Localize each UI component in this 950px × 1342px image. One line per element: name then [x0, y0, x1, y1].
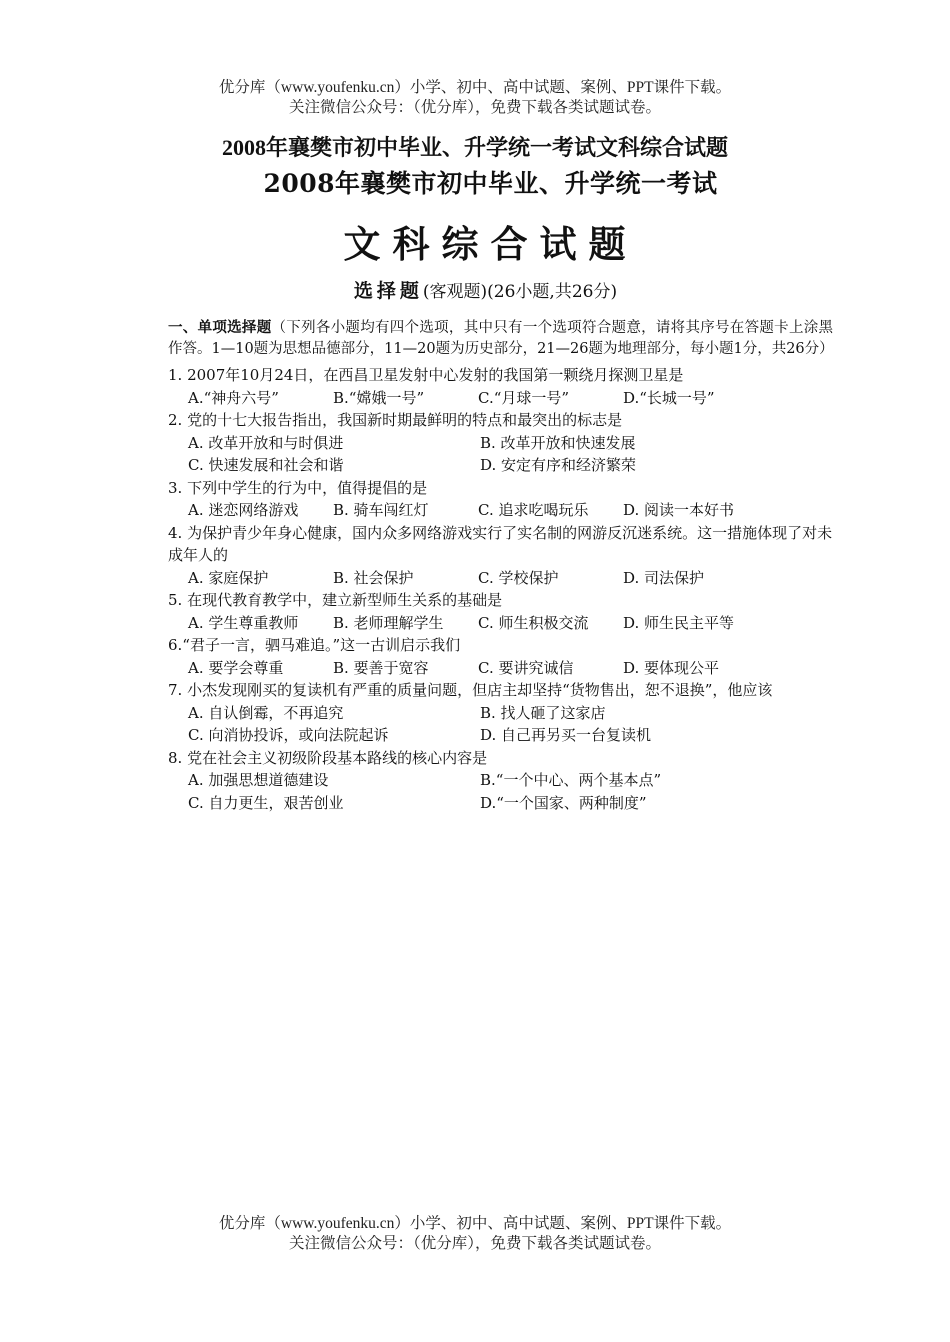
option-a: A. 家庭保护	[188, 568, 269, 587]
document-title: 2008年襄樊市初中毕业、升学统一考试文科综合试题	[221, 135, 728, 160]
option-c: C. 追求吃喝玩乐	[478, 501, 589, 519]
question-7	[168, 679, 833, 747]
exam-title: 2008年襄樊市初中毕业、升学统一考试	[263, 169, 718, 198]
option-d: D. 阅读一本好书	[623, 501, 735, 519]
section-heading-detail: (客观题)(26小题,共26分)	[422, 282, 618, 302]
option-d: D. 司法保护	[623, 568, 705, 587]
option-a: A. 改革开放和与时俱进	[188, 433, 344, 452]
footer-line-1: 优分库（www.youfenku.cn）小学、初中、高中试题、案例、PPT课件下载。	[218, 1215, 732, 1232]
question-5	[168, 589, 833, 634]
header-line-1: 优分库（www.youfenku.cn）小学、初中、高中试题、案例、PPT课件下载。	[218, 79, 732, 96]
question-stem: 3. 下列中学生的行为中，值得提倡的是	[168, 478, 428, 497]
question-stem: 7. 小杰发现刚买的复读机有严重的质量问题，但店主却坚持“货物售出，恕不退换”，他应该	[168, 681, 773, 699]
option-b: B.“嫦娥一号”	[333, 388, 425, 407]
option-c: C. 师生积极交流	[478, 613, 589, 632]
option-a: A. 迷恋网络游戏	[188, 501, 299, 519]
header-line-2: 关注微信公众号：（优分库），免费下载各类试题试卷。	[288, 99, 661, 116]
option-b: B. 要善于宽容	[333, 658, 429, 677]
section-heading	[138, 276, 833, 303]
option-d: D. 安定有序和经济繁荣	[480, 456, 637, 474]
question-stem: 4. 为保护青少年身心健康，国内众多网络游戏实行了实名制的网游反沉迷系统。这一措施体现了对未成年人的	[168, 523, 833, 564]
question-stem: 1. 2007年10月24日，在西昌卫星发射中心发射的我国第一颗绕月探测卫星是	[168, 366, 684, 384]
question-stem: 2. 党的十七大报告指出，我国新时期最鲜明的特点和最突出的标志是	[168, 411, 623, 429]
question-8	[168, 747, 833, 815]
option-b: B. 改革开放和快速发展	[480, 433, 636, 452]
footer-line-2: 关注微信公众号：（优分库），免费下载各类试题试卷。	[288, 1235, 661, 1252]
question-3	[168, 477, 833, 522]
question-6	[168, 634, 833, 679]
option-c: C. 自力更生，艰苦创业	[188, 793, 344, 812]
option-b: B.“一个中心、两个基本点”	[480, 771, 662, 789]
option-c: C. 向消协投诉，或向法院起诉	[188, 726, 389, 744]
option-c: C.“月球一号”	[478, 388, 570, 407]
option-a: A. 学生尊重教师	[188, 613, 299, 632]
instructions-lead: 一、单项选择题	[168, 319, 272, 336]
option-c: C. 要讲究诚信	[478, 658, 574, 677]
question-stem: 8. 党在社会主义初级阶段基本路线的核心内容是	[168, 748, 488, 767]
option-b: B. 社会保护	[333, 568, 414, 587]
option-b: B. 找人砸了这家店	[480, 703, 606, 722]
option-c: C. 快速发展和社会和谐	[188, 456, 344, 474]
option-d: D.“长城一号”	[623, 388, 715, 407]
option-d: D.“一个国家、两种制度”	[480, 793, 647, 812]
option-a: A. 要学会尊重	[188, 658, 284, 677]
blank-page-area	[0, 830, 950, 1210]
option-b: B. 骑车闯红灯	[333, 501, 429, 519]
option-a: A. 自认倒霉，不再追究	[188, 703, 344, 722]
option-d: D. 自己再另买一台复读机	[480, 726, 652, 744]
question-stem: 6.“君子一言，驷马难追。”这一古训启示我们	[168, 636, 461, 654]
question-2	[168, 409, 833, 477]
instructions-text: （下列各小题均有四个选项，其中只有一个选项符合题意，请将其序号在答题卡上涂黑作答。1—10题为思想品德部分，11—20题为历史部分，21—26题为地理部分，每小题1分，共26分）	[168, 320, 834, 357]
question-stem: 5. 在现代教育教学中，建立新型师生关系的基础是	[168, 591, 503, 609]
option-a: A. 加强思想道德建设	[188, 771, 329, 789]
section-heading-bold: 选择题	[353, 280, 423, 302]
exam-subject-title: 文科综合试题	[343, 222, 638, 266]
question-1	[168, 364, 833, 409]
option-b: B. 老师理解学生	[333, 613, 444, 632]
scanned-exam-page	[168, 164, 833, 814]
option-c: C. 学校保护	[478, 568, 559, 587]
instructions	[168, 317, 833, 360]
option-d: D. 要体现公平	[623, 658, 720, 677]
option-a: A.“神舟六号”	[188, 388, 279, 407]
option-d: D. 师生民主平等	[623, 613, 735, 632]
question-4	[168, 522, 833, 590]
